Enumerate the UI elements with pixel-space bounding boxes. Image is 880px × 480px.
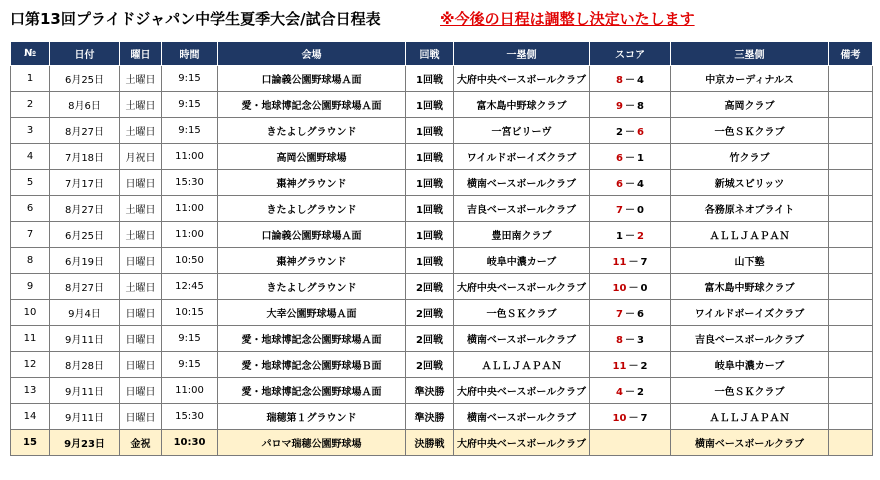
- page-title: 口第13回プライドジャパン中学生夏季大会/試合日程表: [10, 10, 381, 28]
- home-score: 11: [612, 361, 627, 372]
- table-row: [11, 326, 873, 352]
- cell-venue: きたよしグラウンド: [218, 196, 406, 222]
- cell-day: 日曜日: [120, 378, 162, 404]
- cell-score: [590, 118, 671, 144]
- col-header-day: 曜日: [120, 42, 162, 66]
- col-header-notes: 備考: [829, 42, 873, 66]
- cell-time: 10:30: [162, 430, 218, 456]
- score-separator: －: [625, 205, 635, 216]
- cell-score: [590, 404, 671, 430]
- cell-no: 1: [11, 66, 50, 92]
- cell-venue: 愛・地球博記念公園野球場Ｂ面: [218, 352, 406, 378]
- cell-date: 9月11日: [50, 378, 120, 404]
- cell-away-team: 中京カーディナルス: [671, 66, 829, 92]
- cell-away-team: 岐阜中濃カーブ: [671, 352, 829, 378]
- cell-date: 8月6日: [50, 92, 120, 118]
- cell-day: 土曜日: [120, 66, 162, 92]
- cell-round: 2回戦: [406, 352, 454, 378]
- table-row: [11, 118, 873, 144]
- cell-score: [590, 66, 671, 92]
- col-header-venue: 会場: [218, 42, 406, 66]
- col-header-third-base-side: 三塁側: [671, 42, 829, 66]
- cell-time: 9:15: [162, 118, 218, 144]
- cell-home-team: ＡＬＬＪＡＰＡＮ: [454, 352, 590, 378]
- cell-time: 9:15: [162, 352, 218, 378]
- home-score: 4: [616, 387, 623, 398]
- cell-round: 準決勝: [406, 378, 454, 404]
- cell-away-team: 各務原ネオブライト: [671, 196, 829, 222]
- cell-home-team: ワイルドボーイズクラブ: [454, 144, 590, 170]
- home-score: 10: [612, 283, 627, 294]
- cell-no: 10: [11, 300, 50, 326]
- cell-home-team: 横南ベースボールクラブ: [454, 404, 590, 430]
- cell-day: 日曜日: [120, 300, 162, 326]
- cell-venue: きたよしグラウンド: [218, 274, 406, 300]
- away-score: 7: [640, 413, 648, 424]
- cell-day: 日曜日: [120, 326, 162, 352]
- cell-away-team: ＡＬＬＪＡＰＡＮ: [671, 222, 829, 248]
- cell-score: [590, 92, 671, 118]
- cell-score: [590, 378, 671, 404]
- cell-time: 15:30: [162, 404, 218, 430]
- table-row: [11, 92, 873, 118]
- cell-venue: きたよしグラウンド: [218, 118, 406, 144]
- score-separator: －: [625, 335, 635, 346]
- cell-score: [590, 326, 671, 352]
- table-row: [11, 248, 873, 274]
- cell-day: 金祝: [120, 430, 162, 456]
- score-separator: －: [628, 361, 639, 372]
- home-score: 8: [616, 75, 623, 86]
- cell-time: 9:15: [162, 326, 218, 352]
- cell-date: 8月27日: [50, 274, 120, 300]
- cell-time: 9:15: [162, 92, 218, 118]
- cell-time: 12:45: [162, 274, 218, 300]
- col-header-no: №: [11, 42, 50, 66]
- home-score: 6: [616, 153, 623, 164]
- cell-no: 13: [11, 378, 50, 404]
- score-separator: －: [625, 309, 635, 320]
- cell-venue: パロマ瑞穂公園野球場: [218, 430, 406, 456]
- away-score: 4: [637, 75, 644, 86]
- cell-no: 6: [11, 196, 50, 222]
- cell-round: 1回戦: [406, 248, 454, 274]
- cell-day: 土曜日: [120, 92, 162, 118]
- score-separator: －: [625, 231, 635, 242]
- cell-time: 11:00: [162, 378, 218, 404]
- table-row: [11, 352, 873, 378]
- cell-no: 5: [11, 170, 50, 196]
- cell-note: [829, 430, 873, 456]
- cell-note: [829, 92, 873, 118]
- cell-no: 15: [11, 430, 50, 456]
- cell-time: 11:00: [162, 196, 218, 222]
- cell-round: 1回戦: [406, 222, 454, 248]
- col-header-first-base-side: 一塁側: [454, 42, 590, 66]
- cell-time: 15:30: [162, 170, 218, 196]
- col-header-date: 日付: [50, 42, 120, 66]
- cell-day: 土曜日: [120, 222, 162, 248]
- cell-home-team: 岐阜中濃カーブ: [454, 248, 590, 274]
- cell-venue: 瑞穂第１グラウンド: [218, 404, 406, 430]
- cell-note: [829, 196, 873, 222]
- cell-round: 1回戦: [406, 66, 454, 92]
- cell-time: 11:00: [162, 222, 218, 248]
- cell-venue: 愛・地球博記念公園野球場Ａ面: [218, 326, 406, 352]
- away-score: 4: [637, 179, 644, 190]
- cell-note: [829, 144, 873, 170]
- away-score: 1: [637, 153, 644, 164]
- home-score: 7: [616, 309, 623, 320]
- cell-home-team: 大府中央ベースボールクラブ: [454, 430, 590, 456]
- cell-note: [829, 326, 873, 352]
- table-row: [11, 300, 873, 326]
- cell-time: 10:50: [162, 248, 218, 274]
- cell-day: 月祝日: [120, 144, 162, 170]
- cell-time: 10:15: [162, 300, 218, 326]
- cell-venue: 大幸公園野球場Ａ面: [218, 300, 406, 326]
- cell-no: 12: [11, 352, 50, 378]
- cell-score: [590, 144, 671, 170]
- cell-date: 8月27日: [50, 118, 120, 144]
- cell-away-team: 一色ＳＫクラブ: [671, 378, 829, 404]
- home-score: 10: [612, 413, 627, 424]
- table-row-final: [11, 430, 873, 456]
- cell-home-team: 一色ＳＫクラブ: [454, 300, 590, 326]
- cell-note: [829, 300, 873, 326]
- cell-venue: 棗神グラウンド: [218, 170, 406, 196]
- cell-home-team: 富木島中野球クラブ: [454, 92, 590, 118]
- cell-home-team: 大府中央ベースボールクラブ: [454, 378, 590, 404]
- away-score: 6: [637, 309, 644, 320]
- cell-no: 3: [11, 118, 50, 144]
- table-header-row: [11, 42, 873, 66]
- col-header-score: スコア: [590, 42, 671, 66]
- cell-home-team: 吉良ベースボールクラブ: [454, 196, 590, 222]
- cell-score: [590, 196, 671, 222]
- cell-score: [590, 222, 671, 248]
- cell-note: [829, 118, 873, 144]
- cell-day: 土曜日: [120, 274, 162, 300]
- cell-away-team: 富木島中野球クラブ: [671, 274, 829, 300]
- cell-round: 決勝戦: [406, 430, 454, 456]
- cell-note: [829, 248, 873, 274]
- cell-round: 1回戦: [406, 118, 454, 144]
- cell-no: 2: [11, 92, 50, 118]
- cell-round: 2回戦: [406, 326, 454, 352]
- cell-away-team: 竹クラブ: [671, 144, 829, 170]
- table-row: [11, 144, 873, 170]
- away-score: 8: [637, 101, 644, 112]
- cell-date: 8月27日: [50, 196, 120, 222]
- home-score: 2: [616, 127, 623, 138]
- cell-day: 土曜日: [120, 196, 162, 222]
- cell-no: 4: [11, 144, 50, 170]
- table-row: [11, 222, 873, 248]
- home-score: 9: [616, 101, 623, 112]
- away-score: 2: [637, 387, 644, 398]
- cell-date: 6月25日: [50, 222, 120, 248]
- schedule-notice: ※今後の日程は調整し決定いたします: [440, 10, 695, 28]
- table-row: [11, 274, 873, 300]
- cell-home-team: 大府中央ベースボールクラブ: [454, 274, 590, 300]
- cell-venue: 棗神グラウンド: [218, 248, 406, 274]
- cell-no: 9: [11, 274, 50, 300]
- score-separator: －: [625, 75, 635, 86]
- cell-note: [829, 222, 873, 248]
- cell-away-team: 山下塾: [671, 248, 829, 274]
- cell-no: 8: [11, 248, 50, 274]
- score-separator: －: [625, 127, 635, 138]
- cell-no: 14: [11, 404, 50, 430]
- cell-note: [829, 352, 873, 378]
- home-score: 7: [616, 205, 623, 216]
- cell-round: 1回戦: [406, 170, 454, 196]
- cell-date: 7月17日: [50, 170, 120, 196]
- cell-away-team: ワイルドボーイズクラブ: [671, 300, 829, 326]
- score-separator: －: [628, 283, 639, 294]
- home-score: 11: [612, 257, 627, 268]
- cell-date: 9月23日: [50, 430, 120, 456]
- score-separator: －: [625, 387, 635, 398]
- cell-note: [829, 274, 873, 300]
- cell-round: 2回戦: [406, 300, 454, 326]
- away-score: 0: [640, 283, 648, 294]
- cell-score: [590, 430, 671, 456]
- cell-round: 2回戦: [406, 274, 454, 300]
- cell-round: 準決勝: [406, 404, 454, 430]
- cell-home-team: 豊田南クラブ: [454, 222, 590, 248]
- score-separator: －: [625, 101, 635, 112]
- cell-round: 1回戦: [406, 144, 454, 170]
- cell-away-team: ＡＬＬＪＡＰＡＮ: [671, 404, 829, 430]
- away-score: 3: [637, 335, 644, 346]
- cell-day: 日曜日: [120, 352, 162, 378]
- home-score: 8: [616, 335, 623, 346]
- cell-no: 11: [11, 326, 50, 352]
- cell-note: [829, 404, 873, 430]
- cell-note: [829, 170, 873, 196]
- cell-venue: 口論義公園野球場Ａ面: [218, 222, 406, 248]
- table-row: [11, 196, 873, 222]
- cell-away-team: 新城スピリッツ: [671, 170, 829, 196]
- cell-day: 日曜日: [120, 248, 162, 274]
- table-row: [11, 66, 873, 92]
- cell-score: [590, 170, 671, 196]
- cell-no: 7: [11, 222, 50, 248]
- home-score: 1: [616, 231, 623, 242]
- cell-venue: 高岡公園野球場: [218, 144, 406, 170]
- away-score: 7: [640, 257, 648, 268]
- away-score: 2: [640, 361, 648, 372]
- score-separator: －: [628, 413, 639, 424]
- home-score: 6: [616, 179, 623, 190]
- away-score: 6: [637, 127, 644, 138]
- cell-date: 8月28日: [50, 352, 120, 378]
- score-separator: －: [628, 257, 639, 268]
- cell-date: 9月11日: [50, 326, 120, 352]
- cell-venue: 口論義公園野球場Ａ面: [218, 66, 406, 92]
- cell-score: [590, 274, 671, 300]
- away-score: 0: [637, 205, 644, 216]
- cell-away-team: 一色ＳＫクラブ: [671, 118, 829, 144]
- cell-home-team: 横南ベースボールクラブ: [454, 326, 590, 352]
- cell-day: 日曜日: [120, 170, 162, 196]
- cell-away-team: 横南ベースボールクラブ: [671, 430, 829, 456]
- cell-time: 11:00: [162, 144, 218, 170]
- schedule-table: [10, 41, 873, 456]
- cell-score: [590, 352, 671, 378]
- cell-note: [829, 66, 873, 92]
- cell-score: [590, 248, 671, 274]
- cell-date: 9月11日: [50, 404, 120, 430]
- cell-day: 日曜日: [120, 404, 162, 430]
- cell-venue: 愛・地球博記念公園野球場Ａ面: [218, 92, 406, 118]
- score-separator: －: [625, 179, 635, 190]
- col-header-time: 時間: [162, 42, 218, 66]
- table-row: [11, 170, 873, 196]
- cell-away-team: 吉良ベースボールクラブ: [671, 326, 829, 352]
- cell-date: 6月19日: [50, 248, 120, 274]
- cell-date: 7月18日: [50, 144, 120, 170]
- cell-score: [590, 300, 671, 326]
- cell-date: 9月4日: [50, 300, 120, 326]
- away-score: 2: [637, 231, 644, 242]
- cell-note: [829, 378, 873, 404]
- cell-away-team: 高岡クラブ: [671, 92, 829, 118]
- cell-day: 土曜日: [120, 118, 162, 144]
- cell-venue: 愛・地球博記念公園野球場Ａ面: [218, 378, 406, 404]
- cell-time: 9:15: [162, 66, 218, 92]
- score-separator: －: [625, 153, 635, 164]
- table-row: [11, 404, 873, 430]
- cell-home-team: 横南ベースボールクラブ: [454, 170, 590, 196]
- table-row: [11, 378, 873, 404]
- cell-round: 1回戦: [406, 92, 454, 118]
- cell-home-team: 大府中央ベースボールクラブ: [454, 66, 590, 92]
- cell-round: 1回戦: [406, 196, 454, 222]
- cell-date: 6月25日: [50, 66, 120, 92]
- cell-home-team: 一宮ビリーヴ: [454, 118, 590, 144]
- col-header-round: 回戦: [406, 42, 454, 66]
